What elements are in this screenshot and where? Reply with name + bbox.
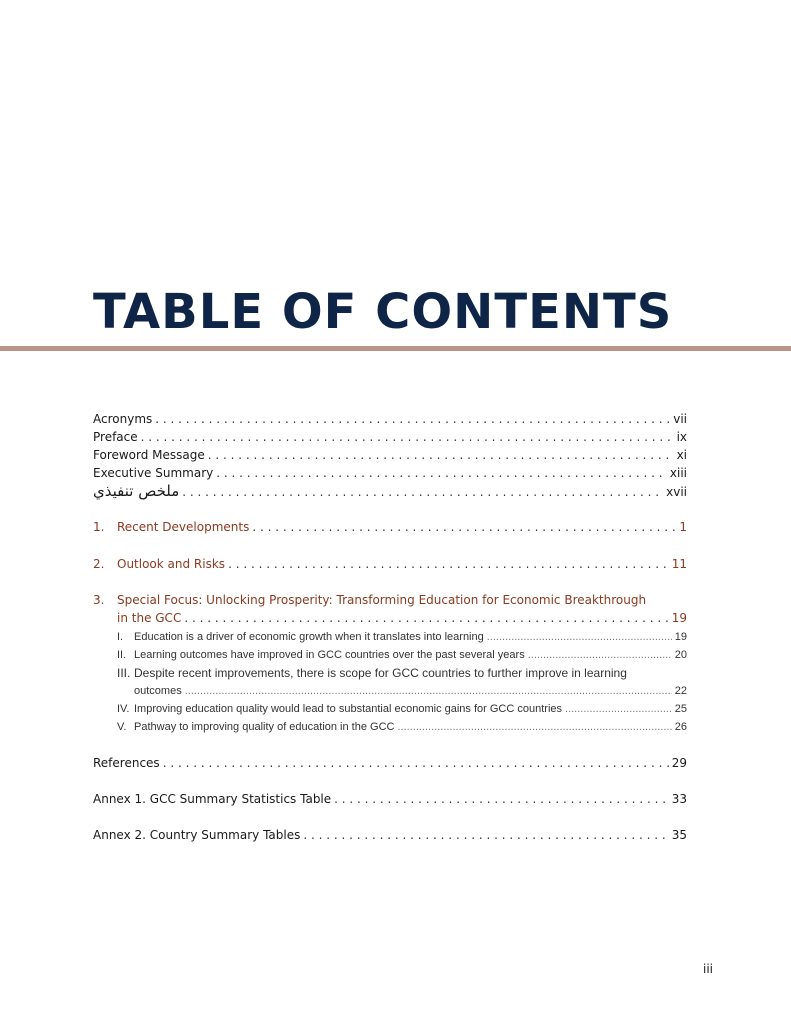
toc-entry-page: vii (673, 412, 687, 426)
subsection-numeral: II. (117, 649, 127, 661)
subsection-numeral: III. (117, 666, 131, 680)
dot-leader (141, 429, 674, 445)
dot-leader (184, 610, 668, 626)
subsection-label: Learning outcomes have improved in GCC countries over the past several years (134, 649, 525, 661)
toc-entry-arabic-summary[interactable] (93, 483, 687, 500)
toc-entry-page: 29 (671, 756, 687, 770)
toc-entry-executive-summary[interactable] (93, 465, 687, 481)
toc-entry-page: 20 (674, 649, 687, 661)
dot-leader (397, 719, 671, 735)
dot-leader (163, 755, 669, 771)
toc-entry-label: References (93, 756, 160, 770)
toc-entry-acronyms[interactable] (93, 411, 687, 427)
chapter-number: 1. (93, 520, 105, 534)
toc-entry-page: 22 (674, 685, 687, 697)
subsection-numeral: V. (117, 721, 127, 733)
toc-entry-page: xi (676, 448, 687, 462)
toc-entry-label: Annex 1. GCC Summary Statistics Table (93, 792, 332, 806)
subsection-label: Pathway to improving quality of education in the GCC (134, 721, 395, 733)
toc-entry-label: Acronyms (93, 412, 153, 426)
toc-entry-page: 11 (671, 557, 687, 571)
toc-entry-label: Executive Summary (93, 466, 214, 480)
chapter-number: 2. (93, 557, 105, 571)
toc-subsection-4[interactable] (117, 701, 687, 717)
toc-entry-page: xvii (666, 485, 687, 499)
dot-leader (208, 447, 674, 463)
dot-leader (228, 556, 669, 572)
subsection-label-continued: outcomes (134, 685, 182, 697)
toc-entry-foreword[interactable] (93, 447, 687, 463)
subsection-label: Education is a driver of economic growth when it translates into learning (134, 631, 484, 643)
toc-entry-annex-1[interactable] (93, 791, 687, 807)
dot-leader (565, 701, 672, 717)
chapter-label: Special Focus: Unlocking Prosperity: Transforming Education for Economic Breakthrough (117, 593, 647, 607)
toc-entry-page: 33 (671, 792, 687, 806)
chapter-label: Outlook and Risks (117, 557, 226, 571)
toc-entry-references[interactable] (93, 755, 687, 771)
dot-leader (155, 411, 670, 427)
title-divider (0, 346, 791, 351)
page-title: TABLE OF CONTENTS (93, 284, 673, 340)
toc-chapter-2[interactable] (93, 556, 687, 572)
chapter-label-continued: in the GCC (117, 611, 182, 625)
chapter-label: Recent Developments (117, 520, 250, 534)
toc-entry-label: ملخص تنفيذي (93, 482, 180, 500)
toc-chapter-1[interactable] (93, 519, 687, 535)
subsection-numeral: IV. (117, 703, 130, 715)
toc-subsection-3-line2[interactable] (134, 683, 687, 699)
dot-leader (216, 465, 667, 481)
toc-entry-page: 1 (679, 520, 687, 534)
toc-entry-page: 19 (671, 611, 687, 625)
toc-subsection-1[interactable] (117, 629, 687, 645)
dot-leader (487, 629, 672, 645)
toc-entry-preface[interactable] (93, 429, 687, 445)
toc-entry-label: Annex 2. Country Summary Tables (93, 828, 301, 842)
toc-subsection-5[interactable] (117, 719, 687, 735)
toc-entry-label: Foreword Message (93, 448, 205, 462)
toc-entry-label: Preface (93, 430, 138, 444)
toc-entry-page: 26 (674, 721, 687, 733)
toc-entry-annex-2[interactable] (93, 827, 687, 843)
toc-subsection-2[interactable] (117, 647, 687, 663)
toc-entry-page: 35 (671, 828, 687, 842)
dot-leader (334, 791, 669, 807)
dot-leader (252, 519, 676, 535)
dot-leader (185, 683, 672, 699)
dot-leader (528, 647, 672, 663)
toc-entry-page: ix (676, 430, 687, 444)
toc-subsection-3-line1[interactable] (117, 665, 627, 681)
toc-chapter-3-line1[interactable] (93, 592, 646, 608)
page-number: iii (703, 962, 714, 976)
chapter-number: 3. (93, 593, 105, 607)
toc-entry-page: xiii (669, 466, 687, 480)
toc-entry-page: 25 (674, 703, 687, 715)
toc-entry-page: 19 (674, 631, 687, 643)
dot-leader (303, 827, 668, 843)
subsection-label: Improving education quality would lead to substantial economic gains for GCC countries (134, 703, 563, 715)
dot-leader (182, 484, 663, 500)
toc-chapter-3-line2[interactable] (117, 610, 687, 626)
subsection-numeral: I. (117, 631, 124, 643)
subsection-label: Despite recent improvements, there is scope for GCC countries to further improve in learning (134, 666, 627, 680)
